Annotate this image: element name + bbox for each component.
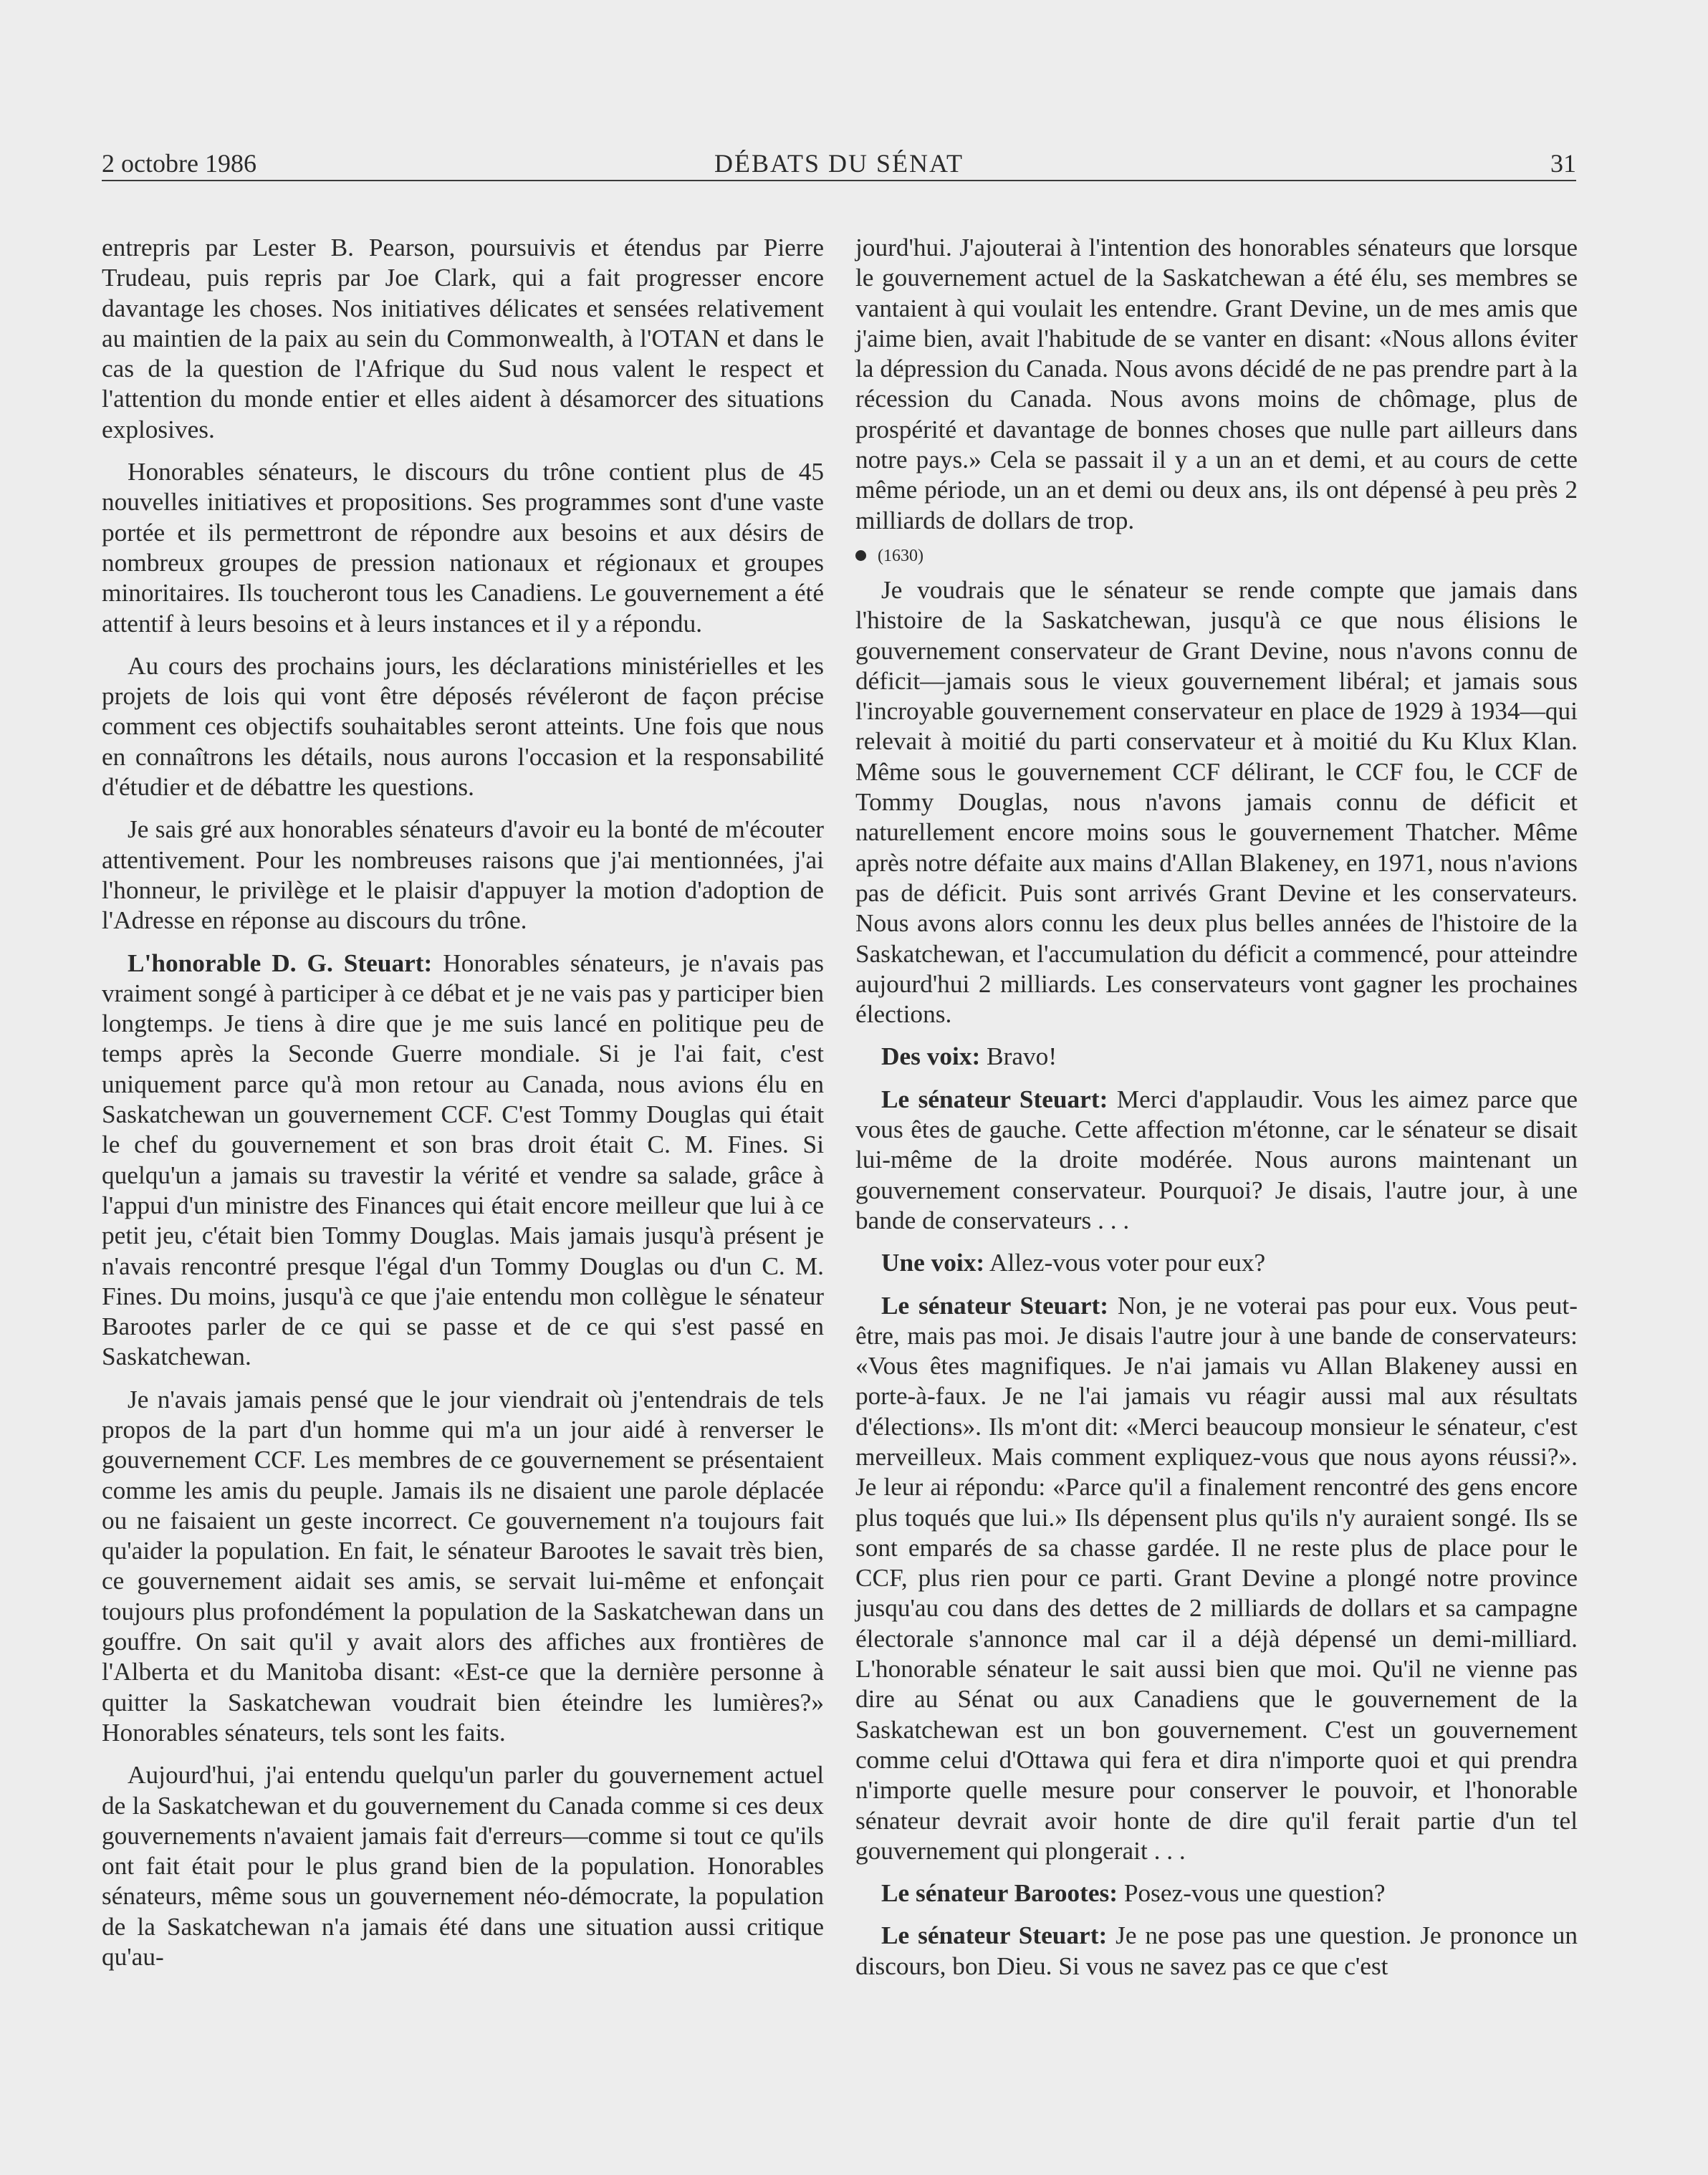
speaker-name: Le sénateur Barootes: (881, 1879, 1118, 1908)
header-title: DÉBATS DU SÉNAT (714, 149, 964, 178)
speech-text: Honorables sénateurs, je n'avais pas vraiment songé à participer à ce débat et je ne vais pas y participer bien longtemps. Je tiens à dire que je me suis lancé en politique peu de temps après la Seconde Guerre mondiale. Si je l'ai fait, c'est uniquement parce qu'à mon retour au Canada, nous avions élu en Saskatchewan un gouvernement CCF. C'est Tommy Douglas qui était le chef du gouvernement et son bras droit était C. M. Fines. Si quelqu'un a jamais su travestir la vérité et vendre sa salade, grâce à l'appui d'un ministre des Finances qui était encore meilleur que lui à ce petit jeu, c'était bien Tommy Douglas. Mais jamais jusqu'à présent je n'avais rencontré presque l'égal d'un Tommy Douglas ou d'un C. M. Fines. Du moins, jusqu'à ce que j'aie entendu mon collègue le sénateur Barootes parler de ce qui se passe et de ce qui s'est passé en Saskatchewan. (102, 949, 824, 1371)
paragraph: Je sais gré aux honorables sénateurs d'avoir eu la bonté de m'écouter attentivement. Pour les nombreuses raisons que j'ai mentionnées, j'ai l'honneur, le privilège et le plaisir d'appuyer la motion d'adoption de l'Adresse en réponse au discours du trône. (102, 815, 824, 935)
speech-text: Je ne pose pas une question. Je prononce un discours, bon Dieu. Si vous ne savez pas ce que c'est (855, 1921, 1578, 1980)
speech-text: Posez-vous une question? (1118, 1879, 1386, 1908)
speech-paragraph (855, 1042, 1578, 1072)
speech-paragraph (855, 1085, 1578, 1236)
paragraph: Aujourd'hui, j'ai entendu quelqu'un parler du gouvernement actuel de la Saskatchewan et du gouvernement du Canada comme si ces deux gouvernements n'avaient jamais fait d'erreurs—comme si tout ce qu'ils ont fait était pour le plus grand bien de la population. Honorables sénateurs, même sous un gouvernement néo-démocrate, la population de la Saskatchewan n'a jamais été dans une situation aussi critique qu'au- (102, 1761, 824, 1972)
speaker-name: Le sénateur Steuart: (881, 1921, 1108, 1950)
paragraph: Je voudrais que le sénateur se rende compte que jamais dans l'histoire de la Saskatchewan, jusqu'à ce que nous élisions le gouvernement conservateur de Grant Devine, nous n'avons connu de déficit—jamais sous le vieux gouvernement libéral; et jamais sous l'incroyable gouvernement conservateur en place de 1929 à 1934—qui relevait à moitié du parti conservateur et à moitié du Ku Klux Klan. Même sous le gouvernement CCF délirant, le CCF fou, le CCF de Tommy Douglas, nous n'avons jamais connu de déficit et naturellement encore moins sous le gouvernement Thatcher. Même après notre défaite aux mains d'Allan Blakeney, en 1971, nous n'avions pas de déficit. Puis sont arrivés Grant Devine et les conservateurs. Nous avons alors connu les deux plus belles années de l'histoire de la Saskatchewan, et l'accumulation du déficit a commencé, pour atteindre aujourd'hui 2 milliards. Les conservateurs vont gagner les prochaines élections. (855, 575, 1578, 1029)
bullet-icon (855, 550, 866, 561)
paragraph: Honorables sénateurs, le discours du trône contient plus de 45 nouvelles initiatives et propositions. Ses programmes sont d'une vaste portée et ils permettront de répondre aux besoins et aux désirs de nombreux groupes de pression nationaux et régionaux et groupes minoritaires. Ils toucheront tous les Canadiens. Le gouvernement a été attentif à leurs besoins et à leurs instances et il y a répondu. (102, 458, 824, 638)
speaker-name: Le sénateur Steuart: (881, 1085, 1108, 1113)
speaker-name: Une voix: (881, 1249, 985, 1277)
paragraph: Je n'avais jamais pensé que le jour viendrait où j'entendrais de tels propos de la part d'un homme qui m'a un jour aidé à renverser le gouvernement CCF. Les membres de ce gouvernement se présentaient comme les amis du peuple. Jamais ils ne disaient une parole déplacée ou ne faisaient un geste incorrect. Ce gouvernement n'a toujours fait qu'aider la population. En fait, le sénateur Barootes le savait très bien, ce gouvernement aidait ses amis, se servait lui-même et enfonçait toujours plus profondément la population de la Saskatchewan dans un gouffre. On sait qu'il y avait alors des affiches aux frontières de l'Alberta et du Manitoba disant: «Est-ce que la dernière personne à quitter la Saskatchewan voudrait bien éteindre les lumières?» Honorables sénateurs, tels sont les faits. (102, 1385, 824, 1747)
speaker-name: L'honorable D. G. Steuart: (128, 949, 433, 977)
paragraph: entrepris par Lester B. Pearson, poursuivis et étendus par Pierre Trudeau, puis repris par Joe Clark, qui a fait progresser encore davantage les choses. Nos initiatives délicates et sensées relativement au maintien de la paix au sein du Commonwealth, à l'OTAN et dans le cas de la question de l'Afrique du Sud nous valent le respect et l'attention du monde entier et elles aident à désamorcer des situations explosives. (102, 234, 824, 443)
speech-text: Merci d'applaudir. Vous les aimez parce que vous êtes de gauche. Cette affection m'étonne, car le sénateur se disait lui-même de la droite modérée. Nous aurons maintenant un gouvernement conservateur. Pourquoi? Je disais, l'autre jour, à une bande de conservateurs . . . (855, 1085, 1578, 1234)
right-column (855, 233, 1578, 1994)
page-number: 31 (1550, 149, 1576, 178)
speech-paragraph (102, 949, 824, 1373)
timestamp: (1630) (878, 546, 923, 565)
page-header (102, 145, 1576, 181)
speech-paragraph (855, 1248, 1578, 1278)
speaker-name: Le sénateur Steuart: (881, 1291, 1109, 1320)
time-marker (855, 545, 1578, 567)
paragraph: Au cours des prochains jours, les déclarations ministérielles et les projets de lois qui vont être déposés révéleront de façon précise comment ces objectifs souhaitables seront atteints. Une fois que nous en connaîtrons les détails, nous aurons l'occasion et la responsabilité d'étudier et de débattre les questions. (102, 651, 824, 802)
speech-paragraph (855, 1878, 1578, 1908)
speech-paragraph (855, 1291, 1578, 1867)
speech-text: Bravo! (980, 1042, 1057, 1071)
header-date: 2 octobre 1986 (102, 149, 256, 178)
speech-text: Non, je ne voterai pas pour eux. Vous peut-être, mais pas moi. Je disais l'autre jour à une bande de conservateurs: «Vous êtes magnifiques. Je n'ai jamais vu Allan Blakeney aussi en porte-à-faux. Je ne l'ai jamais vu réagir aussi mal aux résultats d'élections». Ils m'ont dit: «Merci beaucoup monsieur le sénateur, c'est merveilleux. Mais comment expliquez-vous que nous ayons réussi?». Je leur ai répondu: «Parce qu'il a finalement rencontré des gens encore plus toqués que lui.» Ils dépensent plus qu'ils n'y auraient songé. Ils se sont emparés de sa chasse gardée. Il ne reste plus de place pour le CCF, plus rien pour ce parti. Grant Devine a plongé notre province jusqu'au cou dans des dettes de 2 milliards de dollars et sa campagne électorale s'annonce mal car il a déjà dépensé un demi-milliard. L'honorable sénateur le sait aussi bien que moi. Qu'il ne vienne pas dire au Sénat ou aux Canadiens que le gouvernement de la Saskatchewan est un bon gouvernement. C'est un gouvernement comme celui d'Ottawa qui fera et dira n'importe quoi et qui prendra n'importe quelle mesure pour conserver le pouvoir, et l'honorable sénateur devrait avoir honte de dire qu'il ferait partie d'un tel gouvernement qui plongerait . . . (855, 1291, 1578, 1865)
header-rule (102, 180, 1576, 181)
speech-paragraph (855, 1921, 1578, 1982)
speaker-name: Des voix: (881, 1042, 981, 1071)
speech-text: Allez-vous voter pour eux? (984, 1249, 1266, 1277)
left-column (102, 233, 824, 1984)
paragraph: jourd'hui. J'ajouterai à l'intention des honorables sénateurs que lorsque le gouvernement actuel de la Saskatchewan a été élu, ses membres se vantaient à qui voulait les entendre. Grant Devine, un de mes amis que j'aime bien, avait l'habitude de se vanter en disant: «Nous allons éviter la dépression du Canada. Nous avons décidé de ne pas prendre part à la récession du Canada. Nous avons moins de chômage, plus de prospérité et davantage de bonnes choses que nulle part ailleurs dans notre pays.» Cela se passait il y a un an et demi, et au cours de cette même période, un an et demi ou deux ans, ils ont dépensé à peu près 2 milliards de dollars de trop. (855, 234, 1578, 534)
